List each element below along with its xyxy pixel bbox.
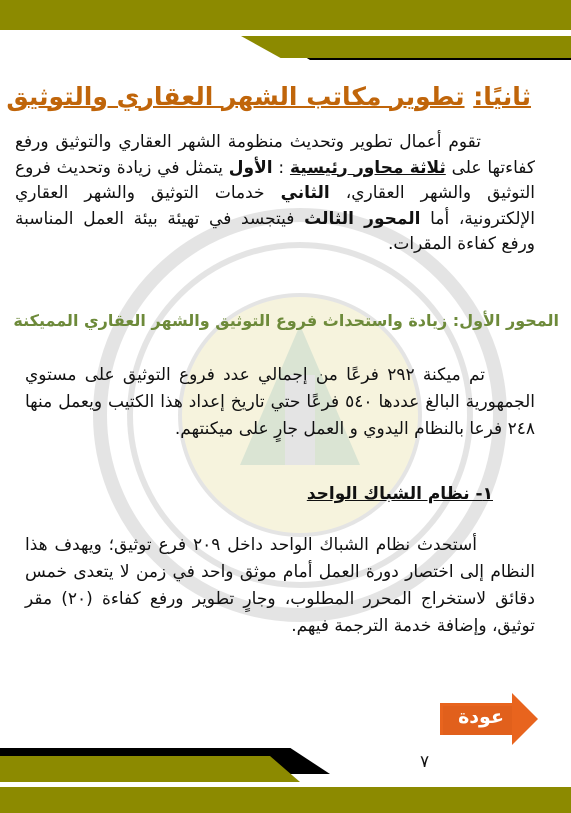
top-decor-accent <box>241 36 571 58</box>
axes-count-emphasis: ثلاثة محاور رئيسية <box>289 157 446 178</box>
third-axis-label: المحور الثالث <box>304 208 421 229</box>
back-button[interactable] <box>440 693 538 745</box>
first-axis-label: الأول <box>228 157 273 178</box>
section-one-paragraph: تم ميكنة ٢٩٢ فرعًا من إجمالي عدد فروع التوثيق على مستوي الجمهورية البالغ عددها ٥٤٠ فرعًا حتي تاريخ إعداد هذا الكتيب ويعمل منها ٢٤٨ فرعا بالنظام اليدوي و العمل جارٍ على ميكنتهم. <box>25 365 536 439</box>
top-decor-bar <box>0 0 571 30</box>
title-main: تطوير مكاتب الشهر العقاري والتوثيق <box>6 82 465 111</box>
section-heading-axis-one: المحور الأول: زيادة واستحداث فروع التوثيق والشهر العقاري المميكنة <box>13 311 559 330</box>
back-button-label: عودة <box>458 706 504 728</box>
bottom-decor-bar <box>0 787 571 813</box>
intro-paragraph: تقوم أعمال تطوير وتحديث منظومة الشهر العقاري والتوثيق ورفع كفاءتها على ثلاثة محاور رئيسية : الأول يتمثل في زيادة وتحديث فروع التوثيق والشهر العقاري، الثاني خدمات التوثيق والشهر العقاري الإلكترونية، أما المحور الثالث فيتجسد في تهيئة بيئة العمل المناسبة ورفع كفاءة المقرات. <box>15 132 535 254</box>
bottom-decor-accent <box>0 756 300 782</box>
page-title <box>6 82 531 111</box>
single-window-paragraph: أستحدث نظام الشباك الواحد داخل ٢٠٩ فرع توثيق؛ ويهدف هذا النظام إلى اختصار دورة العمل أمام موثق واحد في زمن لا يتعدى خمس دقائق لاستخراج المحرر المطلوب، وجارٍ تطوير ورفع كفاءة (٢٠) مقر توثيق، وإضافة خدمة الترجمة فيهم. <box>25 535 536 636</box>
subsection-heading-single-window: ١- نظام الشباك الواحد <box>306 484 493 504</box>
second-axis-label: الثاني <box>280 183 330 203</box>
page-number: ٧ <box>420 752 430 772</box>
title-prefix: ثانيًا: <box>473 82 531 111</box>
